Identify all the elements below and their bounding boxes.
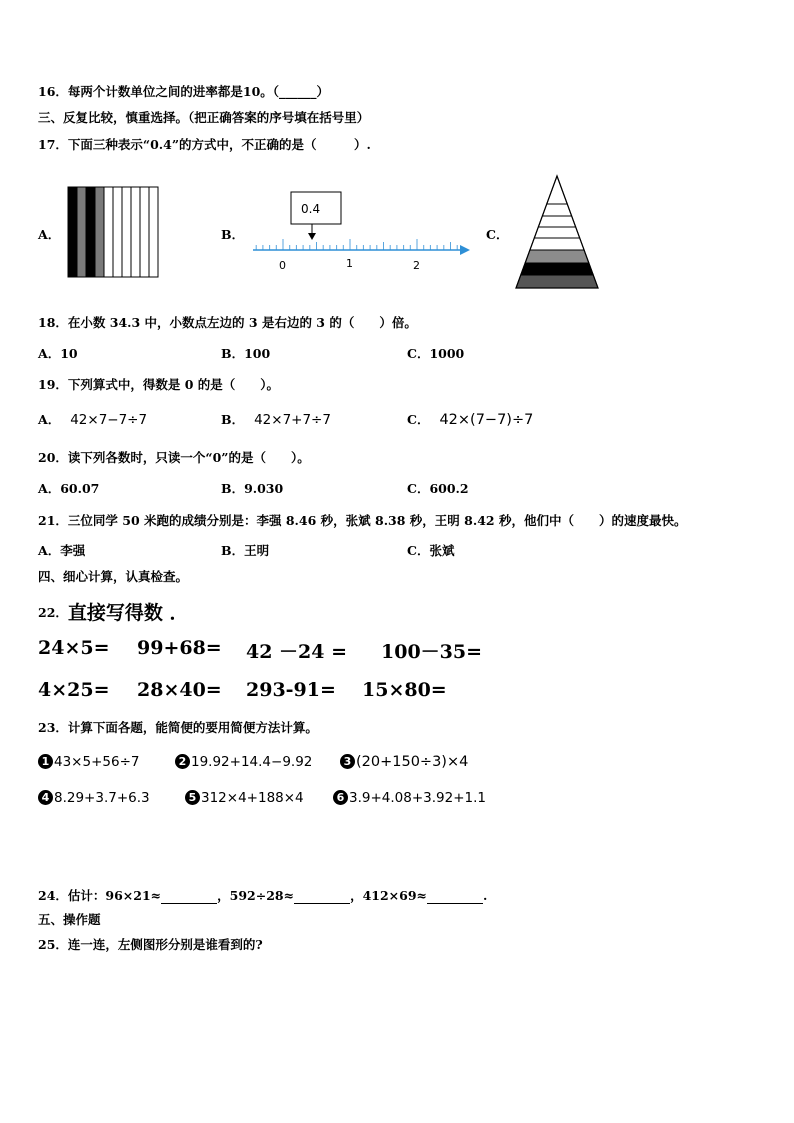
- q20-option-c[interactable]: C．600.2: [407, 481, 469, 496]
- q20-option-b[interactable]: B．9.030: [221, 481, 284, 496]
- calc-item-3[interactable]: [340, 754, 468, 770]
- bar-strip-7: [122, 187, 131, 277]
- q20-option-a[interactable]: A．60.07: [38, 481, 100, 496]
- oral-calc-2-2[interactable]: 28×40=: [137, 679, 222, 701]
- calc-expression-2: 19.92+14.4−9.92: [191, 754, 313, 770]
- q21-option-a[interactable]: A．李强: [38, 543, 86, 558]
- triangle-layer-2: [542, 204, 571, 216]
- question-21-text: 21．三位同学 50 米跑的成绩分别是：李强 8.46 秒，张斌 8.38 秒，王明 8.42 秒，他们中（ ）的速度最快。: [38, 513, 687, 528]
- q21-option-b[interactable]: B．王明: [221, 543, 270, 558]
- option-b-label: B．: [221, 227, 245, 242]
- q24-blank-3[interactable]: [427, 888, 483, 904]
- q19-option-c[interactable]: [407, 410, 533, 428]
- triangle-layer-8: [516, 275, 598, 288]
- section-5-heading: 五、操作题: [38, 912, 101, 927]
- question-18-text: 18．在小数 34.3 中，小数点左边的 3 是右边的 3 的（ ）倍。: [38, 315, 417, 330]
- q24-part-1: 24．估计：96×21≈: [38, 888, 162, 903]
- q19-b-expression: 42×7+7÷7: [254, 412, 331, 428]
- q19-a-label: A．: [38, 412, 61, 427]
- option-a-label: A．: [38, 227, 61, 242]
- question-23-text: 23．计算下面各题，能简便的要用简便方法计算。: [38, 720, 318, 735]
- question-25-text: 25．连一连，左侧图形分别是谁看到的?: [38, 937, 263, 952]
- triangle-layer-3: [538, 216, 575, 227]
- number-line-arrow-icon: [460, 245, 470, 255]
- question-22-number: 22．: [38, 605, 68, 620]
- calc-item-6[interactable]: [333, 790, 486, 806]
- layered-triangle-figure[interactable]: [512, 174, 604, 292]
- question-22-title: 直接写得数 ．: [67, 602, 189, 624]
- q18-option-c[interactable]: C．1000: [407, 346, 465, 361]
- question-19-text: 19．下列算式中，得数是 0 的是（ ）。: [38, 377, 280, 392]
- bar-strip-2: [77, 187, 86, 277]
- circled-number-4: 4: [38, 790, 53, 805]
- answer-paren[interactable]: （______）: [272, 84, 330, 99]
- bar-strips: [68, 187, 158, 277]
- oral-calc-2-3[interactable]: 293-91=: [246, 679, 336, 701]
- triangle-layer-4: [534, 227, 579, 238]
- question-20-text: 20．读下列各数时，只读一个“0”的是（ ）。: [38, 450, 310, 465]
- tick-label-0: 0: [279, 259, 286, 272]
- q24-part-4: .: [483, 888, 488, 903]
- pointer-arrow-head: [308, 233, 316, 240]
- circled-number-3: 3: [340, 754, 355, 769]
- number-line-figure[interactable]: [250, 190, 475, 274]
- circled-number-1: 1: [38, 754, 53, 769]
- oral-calc-2-4[interactable]: 15×80=: [362, 679, 447, 701]
- triangle-layer-6: [525, 250, 589, 263]
- oral-calc-2-1[interactable]: 4×25=: [38, 679, 110, 701]
- calc-expression-6: 3.9+4.08+3.92+1.1: [349, 790, 486, 806]
- bar-strip-9: [140, 187, 149, 277]
- q19-option-a[interactable]: [38, 410, 147, 428]
- q24-part-2: ，592÷28≈: [217, 888, 295, 903]
- triangle-layer-1: [547, 176, 568, 204]
- tick-label-2: 2: [413, 259, 420, 272]
- q19-a-expression: 42×7−7÷7: [70, 412, 148, 428]
- bar-strip-3: [86, 187, 95, 277]
- oral-calc-1-1[interactable]: 24×5=: [38, 637, 110, 659]
- calc-expression-3: (20+150÷3)×4: [356, 754, 469, 770]
- bar-strip-1: [68, 187, 77, 277]
- q19-option-b[interactable]: [221, 410, 331, 428]
- q24-part-3: ，412×69≈: [350, 888, 428, 903]
- oral-calc-1-4[interactable]: 100－35=: [381, 641, 483, 663]
- question-16: [38, 82, 329, 100]
- number-line-ticks: [256, 239, 457, 250]
- bar-strip-8: [131, 187, 140, 277]
- bar-strip-10: [149, 187, 158, 277]
- bar-strip-5: [104, 187, 113, 277]
- question-24: [38, 886, 487, 904]
- section-4-heading: 四、细心计算，认真检查。: [38, 569, 189, 584]
- triangle-layer-5: [530, 238, 584, 250]
- calc-expression-1: 43×5+56÷7: [54, 754, 140, 770]
- calc-item-2[interactable]: [175, 754, 312, 770]
- calc-expression-4: 8.29+3.7+6.3: [54, 790, 150, 806]
- calc-item-4[interactable]: [38, 790, 150, 806]
- q18-option-a[interactable]: A．10: [38, 346, 78, 361]
- question-16-text: 16．每两个计数单位之间的进率都是10。: [38, 84, 273, 99]
- triangle-layer-7: [521, 263, 593, 275]
- tick-label-1: 1: [346, 257, 353, 270]
- calc-expression-5: 312×4+188×4: [201, 790, 304, 806]
- calc-item-5[interactable]: [185, 790, 304, 806]
- bar-strip-4: [95, 187, 104, 277]
- bar-strip-6: [113, 187, 122, 277]
- oral-calc-1-2[interactable]: 99+68=: [137, 637, 222, 659]
- value-box-label: 0.4: [301, 202, 321, 216]
- question-22-heading: [38, 598, 189, 625]
- triangle-layers: [516, 176, 598, 288]
- oral-calc-1-3[interactable]: 42 －24 =: [246, 641, 348, 663]
- calc-item-1[interactable]: [38, 754, 139, 770]
- q24-blank-1[interactable]: [161, 888, 217, 904]
- q19-b-label: B．: [221, 412, 245, 427]
- q19-c-expression: 42×(7−7)÷7: [439, 412, 534, 428]
- question-17-text: 17．下面三种表示“0.4”的方式中，不正确的是（ ）.: [38, 137, 371, 152]
- circled-number-2: 2: [175, 754, 190, 769]
- q24-blank-2[interactable]: [294, 888, 350, 904]
- circled-number-5: 5: [185, 790, 200, 805]
- q19-c-label: C．: [407, 412, 430, 427]
- q21-option-c[interactable]: C．张斌: [407, 543, 455, 558]
- tenths-bar-figure[interactable]: [67, 186, 159, 279]
- q18-option-b[interactable]: B．100: [221, 346, 271, 361]
- section-3-heading: 三、反复比较，慎重选择。（把正确答案的序号填在括号里）: [38, 110, 370, 125]
- circled-number-6: 6: [333, 790, 348, 805]
- option-c-label: C．: [486, 227, 509, 242]
